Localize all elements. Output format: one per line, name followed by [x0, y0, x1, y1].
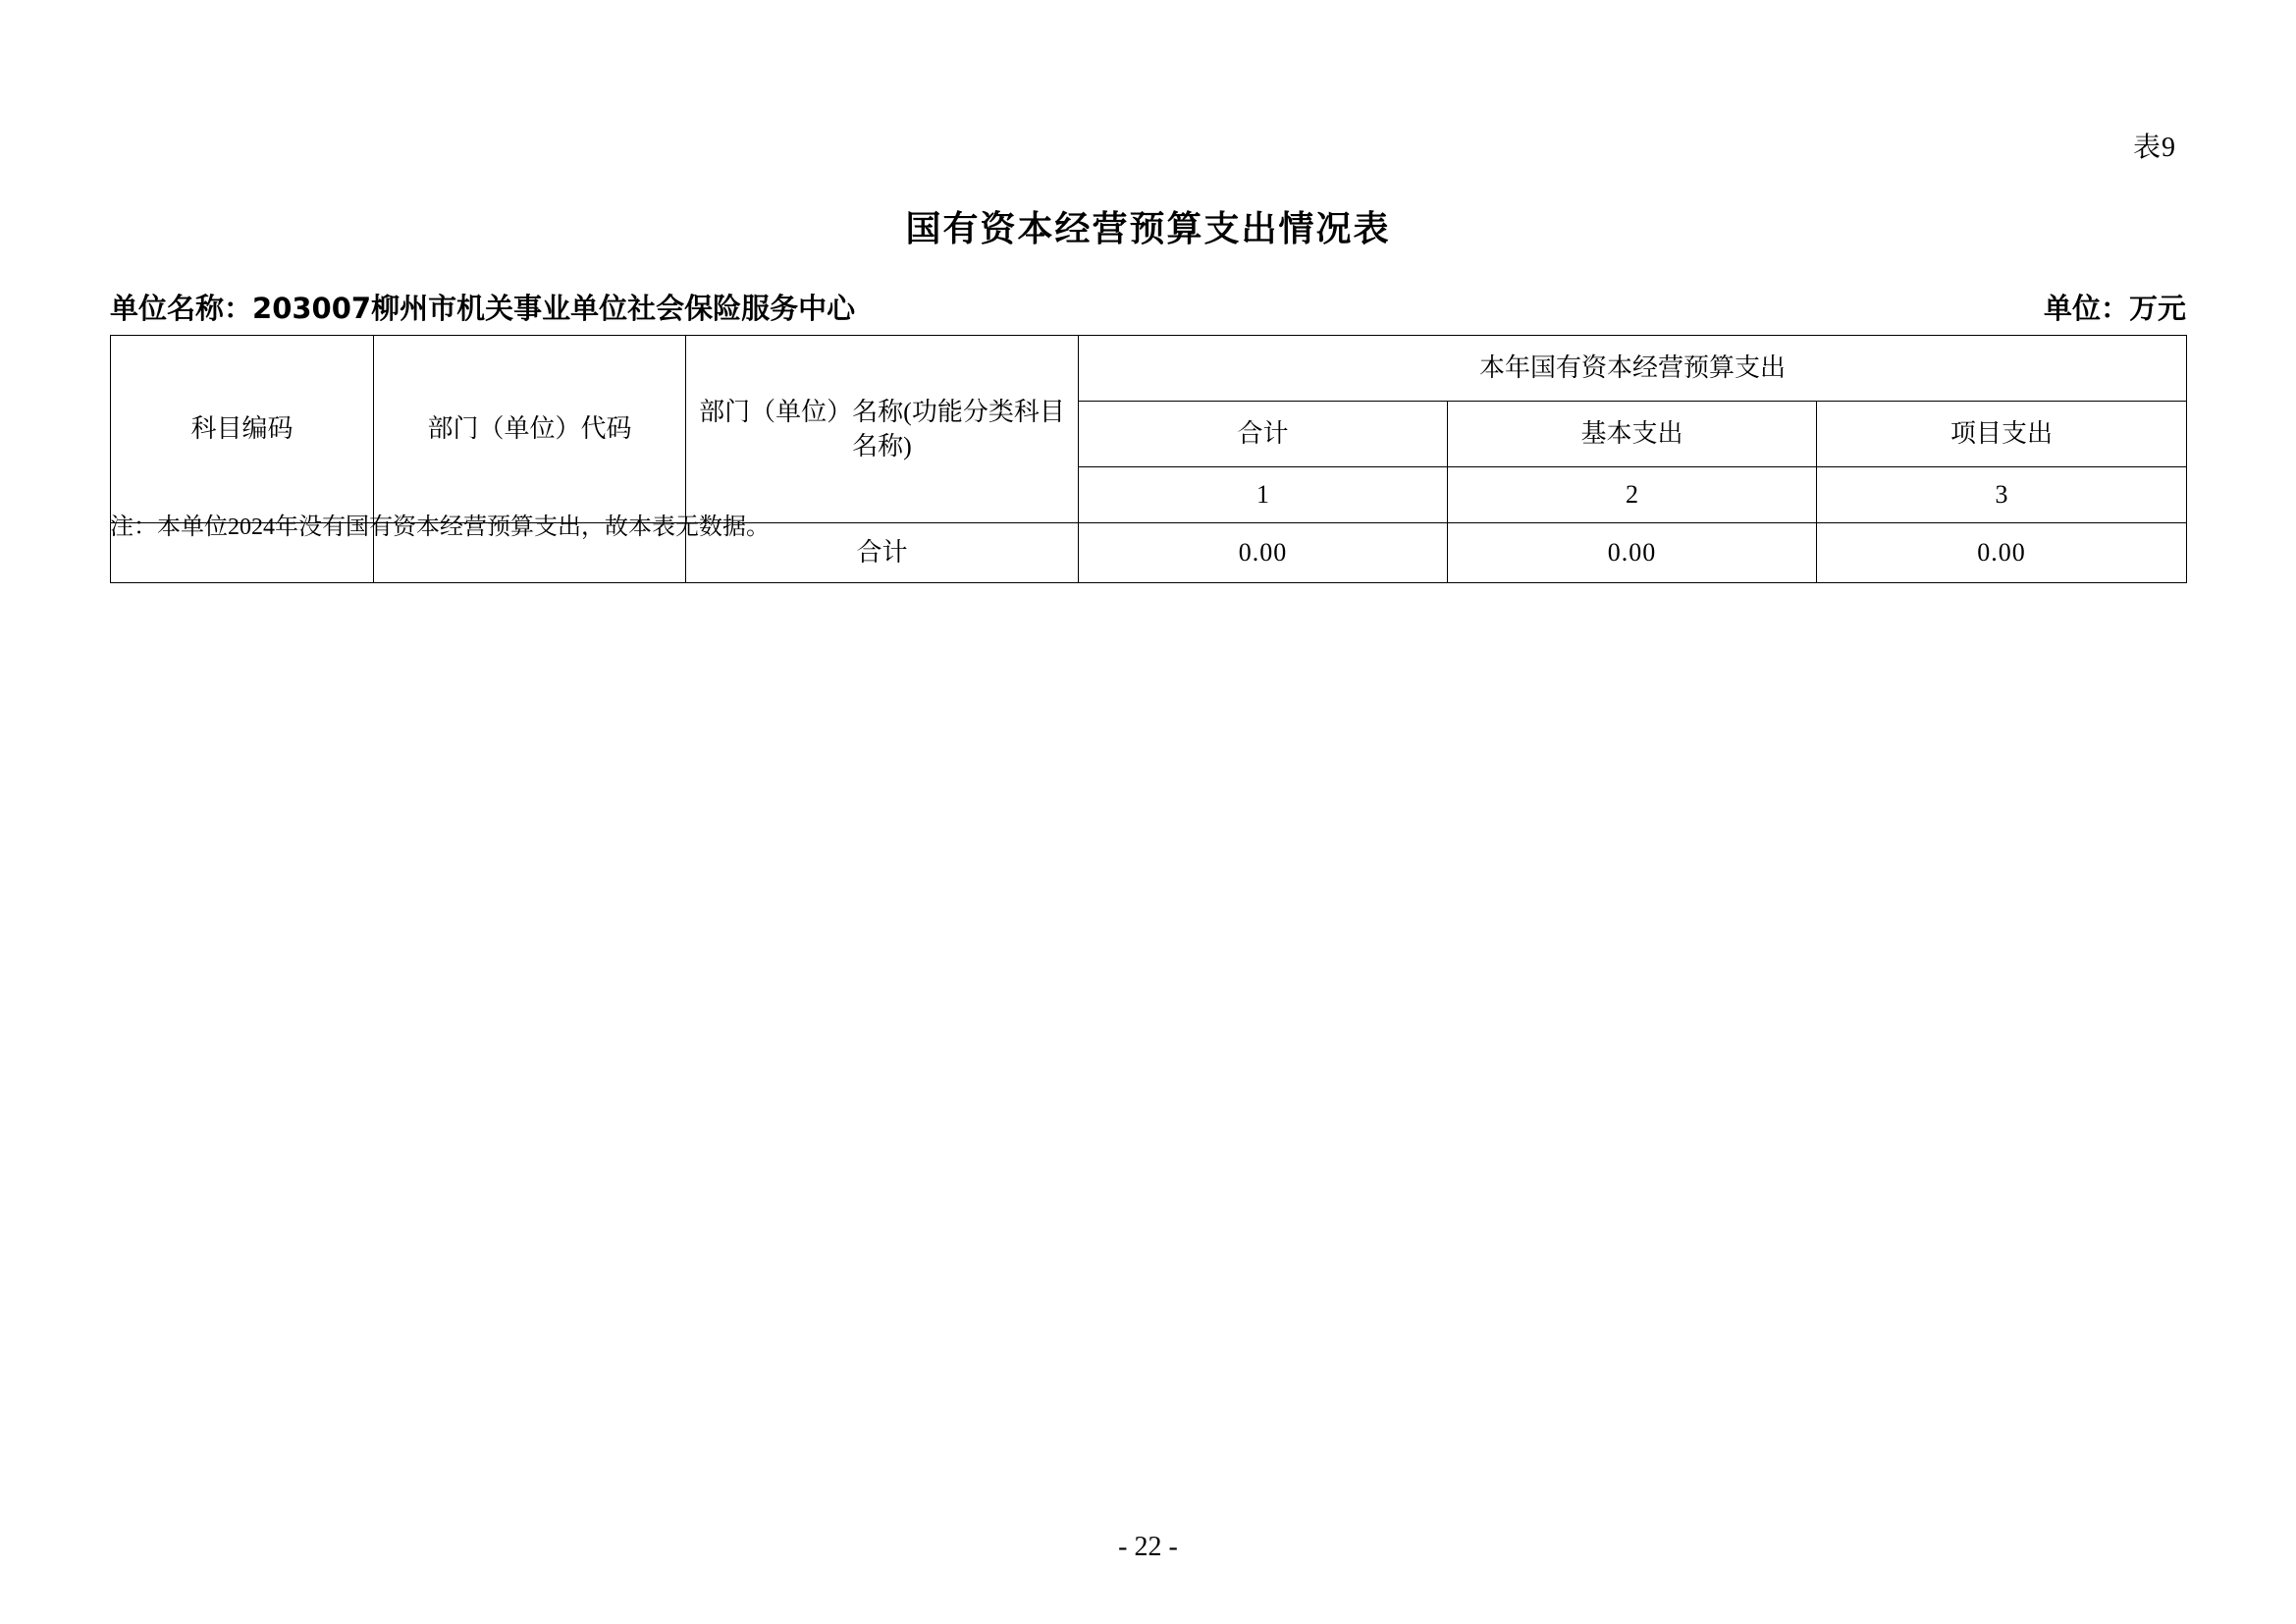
- table-note: 注：本单位2024年没有国有资本经营预算支出，故本表无数据。: [110, 514, 770, 540]
- page-title: 国有资本经营预算支出情况表: [905, 209, 1391, 249]
- index-col-3: 3: [1817, 467, 2187, 523]
- unit-name-label: 单位名称：: [110, 292, 253, 325]
- header-dept-name: 部门（单位）名称(功能分类科目名称): [686, 336, 1079, 523]
- header-total: 合计: [1079, 402, 1448, 467]
- meta-row: [110, 287, 2186, 326]
- cell-dept-name: 合计: [686, 523, 1079, 583]
- header-basic-expense: 基本支出: [1448, 402, 1817, 467]
- cell-total: 0.00: [1079, 523, 1448, 583]
- index-col-2: 2: [1448, 467, 1817, 523]
- amount-unit: 单位：万元: [2043, 292, 2186, 325]
- unit-name-value: 203007柳州市机关事业单位社会保险服务中心: [252, 292, 856, 325]
- cell-basic-expense: 0.00: [1448, 523, 1817, 583]
- header-project-expense: 项目支出: [1817, 402, 2187, 467]
- page-number: - 22 -: [1118, 1532, 1178, 1562]
- header-subject-code: 科目编码: [111, 336, 374, 523]
- cell-project-expense: 0.00: [1817, 523, 2187, 583]
- sheet-label: 表9: [2132, 133, 2176, 163]
- header-dept-code: 部门（单位）代码: [374, 336, 686, 523]
- unit-name: [110, 287, 855, 327]
- header-group-current-year: 本年国有资本经营预算支出: [1079, 336, 2187, 402]
- table-header-row-1: [111, 336, 2187, 402]
- index-col-1: 1: [1079, 467, 1448, 523]
- budget-table: [110, 335, 2187, 583]
